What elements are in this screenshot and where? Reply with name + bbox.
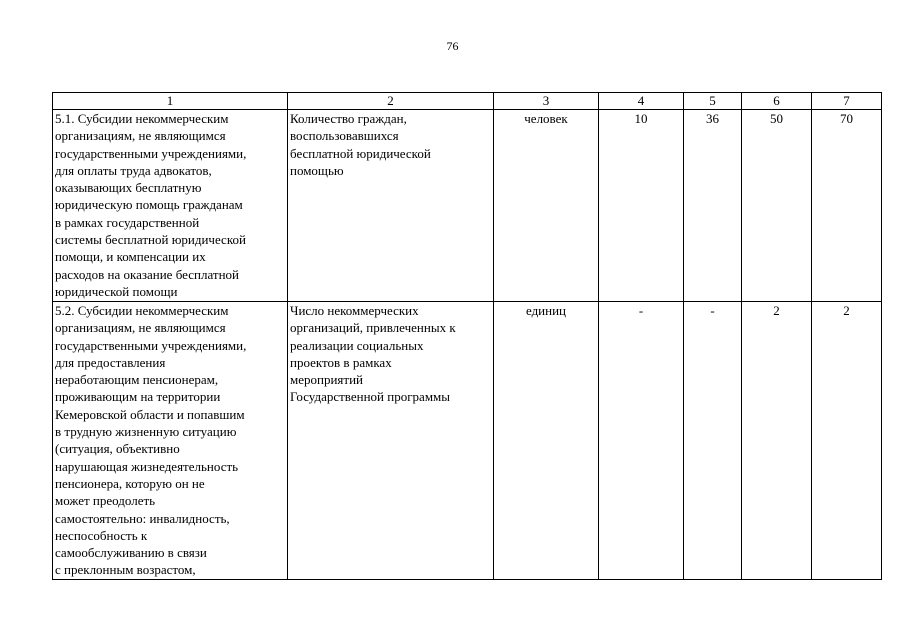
column-numbers-row	[53, 93, 882, 110]
header-cell-7: 7	[812, 93, 882, 110]
header-cell-1: 1	[53, 93, 288, 110]
indicators-table	[52, 92, 882, 580]
indicator-name: Число некоммерческих организаций, привлеченных к реализации социальных проектов в рамках мероприятий Государственной программы	[290, 303, 456, 405]
value-col-4: -	[599, 302, 684, 580]
indicator-cell	[288, 110, 494, 302]
value-col-7: 70	[812, 110, 882, 302]
unit-cell: единиц	[494, 302, 599, 580]
value-col-6: 50	[742, 110, 812, 302]
value-col-5: 36	[684, 110, 742, 302]
measure-name: 5.1. Субсидии некоммерческим организациям, не являющимся государственными учреждениями, для оплаты труда адвокатов, оказывающих бесплатную юридическую помощь гражданам в рамках государственной системы бесплатной юридической помощи, и компенсации их расходов на оказание бесплатной юридической помощи	[55, 111, 247, 299]
measure-name: 5.2. Субсидии некоммерческим организациям, не являющимся государственными учреждениями, для предоставления неработающим пенсионерам, проживающим на территории Кемеровской области и попавшим в трудную жизненную ситуацию (ситуация, объективно нарушающая жизнедеятельность пенсионера, которую он не может преодолеть самостоятельно: инвалидность, неспособность к самообслуживанию в связи с преклонным возрастом,	[55, 303, 247, 578]
header-cell-2: 2	[288, 93, 494, 110]
indicator-name: Количество граждан, воспользовавшихся бесплатной юридической помощью	[290, 111, 431, 178]
table-row	[53, 302, 882, 580]
header-cell-5: 5	[684, 93, 742, 110]
value-col-7: 2	[812, 302, 882, 580]
indicator-cell	[288, 302, 494, 580]
value-col-6: 2	[742, 302, 812, 580]
value-col-4: 10	[599, 110, 684, 302]
header-cell-4: 4	[599, 93, 684, 110]
header-cell-6: 6	[742, 93, 812, 110]
page-number: 76	[446, 39, 459, 53]
table-row	[53, 110, 882, 302]
measure-name-cell	[53, 302, 288, 580]
value-col-5: -	[684, 302, 742, 580]
header-cell-3: 3	[494, 93, 599, 110]
measure-name-cell	[53, 110, 288, 302]
unit-cell: человек	[494, 110, 599, 302]
